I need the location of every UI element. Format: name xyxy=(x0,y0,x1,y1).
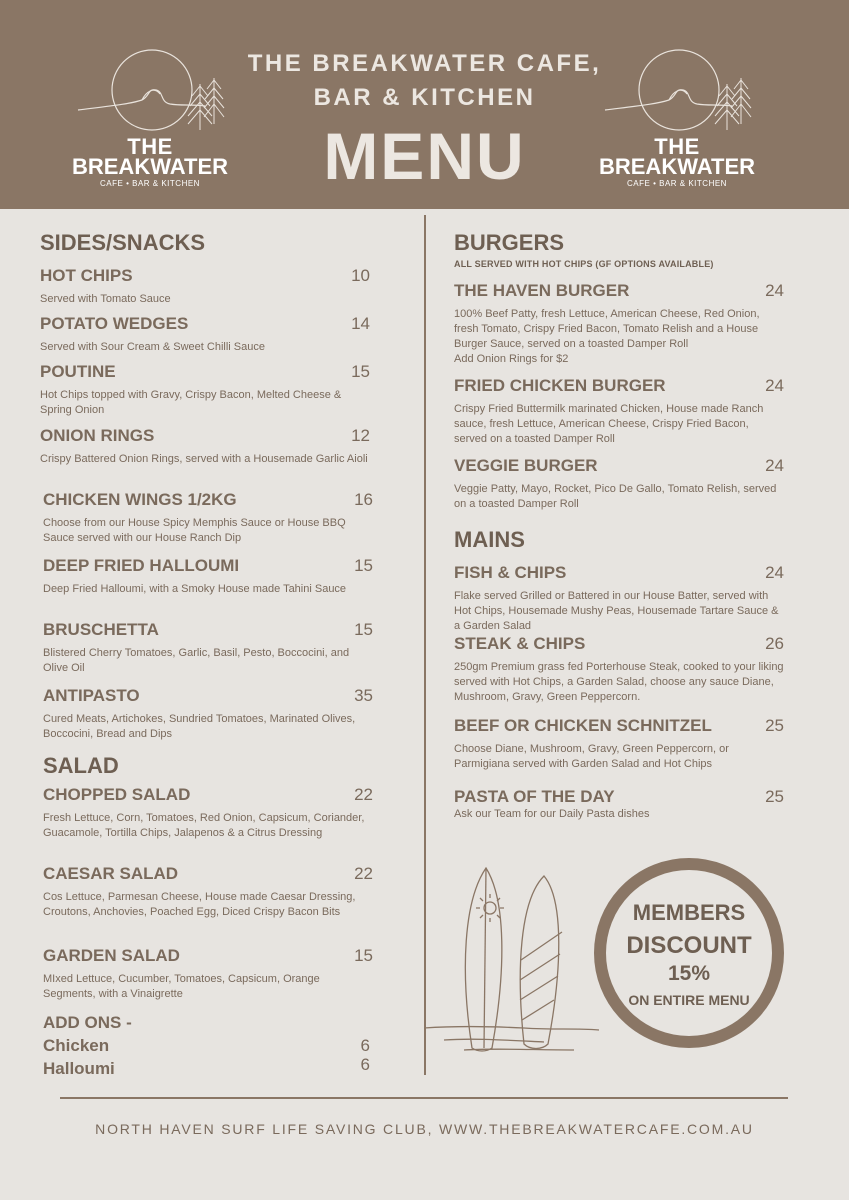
item-name: CHICKEN WINGS 1/2KG xyxy=(43,490,237,509)
item-price: 24 xyxy=(765,456,784,475)
footer-divider xyxy=(60,1097,788,1099)
item-price: 16 xyxy=(354,490,373,509)
menu-item-potato-wedges xyxy=(40,314,370,355)
menu-item-antipasto xyxy=(43,686,373,742)
logo-breakwater: BREAKWATER xyxy=(71,154,229,179)
section-title-mains: MAINS xyxy=(454,527,525,552)
header-banner xyxy=(0,0,849,209)
addon-name: Chicken xyxy=(43,1036,110,1055)
item-desc: Deep Fried Halloumi, with a Smoky House made Tahini Sauce xyxy=(43,583,347,595)
item-name: POTATO WEDGES xyxy=(40,314,189,333)
logo-the: THE xyxy=(654,134,700,159)
menu-item-chicken-wings xyxy=(43,490,373,546)
item-desc: 250gm Premium grass fed Porterhouse Steak, cooked to your liking served with Hot Chips, a Garden Salad, choose any sauce Diane, Mushroom, Gravy, Green Peppercorn. xyxy=(454,661,784,703)
item-desc: Flake served Grilled or Battered in our House Batter, served with Hot Chips, Housemade Mushy Peas, Housemade Tartare Sauce & a Garden Salad xyxy=(454,590,779,632)
item-price: 14 xyxy=(351,314,370,333)
item-desc: Crispy Battered Onion Rings, served with a Housemade Garlic Aioli xyxy=(40,453,368,465)
menu-item-schnitzel xyxy=(454,716,784,772)
cafe-name-line2: BAR & KITCHEN xyxy=(313,84,536,111)
menu-item-pasta xyxy=(454,787,784,822)
menu-item-poutine xyxy=(40,362,370,418)
item-name: FISH & CHIPS xyxy=(454,563,567,582)
item-price: 15 xyxy=(354,556,373,575)
menu-heading: MENU xyxy=(323,119,526,193)
item-desc: Cos Lettuce, Parmesan Cheese, House made Caesar Dressing, Croutons, Anchovies, Poached Egg, Diced Crispy Bacon Bits xyxy=(43,891,356,918)
item-price: 15 xyxy=(354,946,373,965)
item-desc: 100% Beef Patty, fresh Lettuce, American Cheese, Red Onion, fresh Tomato, Crispy Fried Bacon, Tomato Relish and a House Burger Sauce, served on a toasted Damper Roll xyxy=(454,308,760,350)
item-name: BRUSCHETTA xyxy=(43,620,159,639)
item-price: 15 xyxy=(354,620,373,639)
logo-right xyxy=(597,44,757,194)
section-title-burgers: BURGERS xyxy=(454,230,565,255)
item-name: DEEP FRIED HALLOUMI xyxy=(43,556,240,575)
item-name: ANTIPASTO xyxy=(43,686,140,705)
members-discount-badge xyxy=(594,858,784,1048)
badge-line2: DISCOUNT xyxy=(626,932,752,959)
menu-item-chopped-salad xyxy=(43,785,373,841)
item-price: 24 xyxy=(765,281,784,300)
menu-item-onion-rings xyxy=(40,426,370,467)
cafe-name-line1: THE BREAKWATER CAFE, xyxy=(247,50,602,77)
footer-text: NORTH HAVEN SURF LIFE SAVING CLUB, WWW.THEBREAKWATERCAFE.COM.AU xyxy=(95,1121,754,1137)
menu-item-garden-salad xyxy=(43,946,373,1002)
menu-item-fried-chicken-burger xyxy=(454,376,784,447)
badge-line4: ON ENTIRE MENU xyxy=(628,992,750,1008)
item-price: 24 xyxy=(765,563,784,582)
logo-tagline: CAFE • BAR & KITCHEN xyxy=(627,179,727,188)
menu-item-steak-chips xyxy=(454,634,784,705)
item-name: PASTA OF THE DAY xyxy=(454,787,615,806)
menu-item-haven-burger xyxy=(454,281,784,367)
logo-tagline: CAFE • BAR & KITCHEN xyxy=(100,179,200,188)
item-desc: Veggie Patty, Mayo, Rocket, Pico De Gallo, Tomato Relish, served on a toasted Damper Roll xyxy=(454,483,777,510)
item-desc: Cured Meats, Artichokes, Sundried Tomatoes, Marinated Olives, Boccocini, Bread and Dips xyxy=(43,713,356,740)
item-desc: Choose Diane, Mushroom, Gravy, Green Peppercorn, or Parmigiana served with Garden Salad and Hot Chips xyxy=(454,743,729,770)
item-name: VEGGIE BURGER xyxy=(454,456,598,475)
menu-item-bruschetta xyxy=(43,620,373,676)
item-extra: Add Onion Rings for $2 xyxy=(454,353,569,365)
item-desc: Crispy Fried Buttermilk marinated Chicken, House made Ranch sauce, fresh Lettuce, American Cheese, Crispy Fried Bacon, served on a toasted Damper Roll xyxy=(454,403,764,445)
logo-breakwater: BREAKWATER xyxy=(598,154,756,179)
item-name: FRIED CHICKEN BURGER xyxy=(454,376,666,395)
section-title-salad: SALAD xyxy=(43,753,119,778)
menu-item-fish-chips xyxy=(454,563,784,634)
item-desc: Fresh Lettuce, Corn, Tomatoes, Red Onion, Capsicum, Coriander, Guacamole, Tortilla Chips, Jalapenos & a Citrus Dressing xyxy=(43,812,365,839)
item-desc: Served with Sour Cream & Sweet Chilli Sauce xyxy=(40,341,265,353)
item-price: 15 xyxy=(351,362,370,381)
item-price: 22 xyxy=(354,785,373,804)
item-name: CAESAR SALAD xyxy=(43,864,179,883)
item-name: HOT CHIPS xyxy=(40,266,133,285)
item-desc: Choose from our House Spicy Memphis Sauce or House BBQ Sauce served with our House Ranch Dip xyxy=(43,517,346,544)
menu-item-hot-chips xyxy=(40,266,370,307)
burgers-subtitle: ALL SERVED WITH HOT CHIPS (GF OPTIONS AVAILABLE) xyxy=(454,259,714,269)
item-desc: Blistered Cherry Tomatoes, Garlic, Basil, Pesto, Boccocini, and Olive Oil xyxy=(43,647,350,674)
badge-line3: 15% xyxy=(667,962,711,985)
item-name: THE HAVEN BURGER xyxy=(454,281,630,300)
surfboards-illustration xyxy=(424,860,599,1060)
item-price: 22 xyxy=(354,864,373,883)
section-title-sides: SIDES/SNACKS xyxy=(40,230,206,255)
item-name: STEAK & CHIPS xyxy=(454,634,586,653)
item-name: BEEF OR CHICKEN SCHNITZEL xyxy=(454,716,712,735)
menu-item-deep-fried-halloumi xyxy=(43,556,373,597)
item-desc: Hot Chips topped with Gravy, Crispy Bacon, Melted Cheese & Spring Onion xyxy=(40,389,342,416)
item-name: CHOPPED SALAD xyxy=(43,785,191,804)
item-price: 24 xyxy=(765,376,784,395)
item-price: 26 xyxy=(765,634,784,653)
badge-line1: MEMBERS xyxy=(632,900,746,925)
logo-the: THE xyxy=(127,134,173,159)
addon-name: Halloumi xyxy=(43,1059,115,1078)
wave-sun-icon xyxy=(597,44,757,134)
addons-title: ADD ONS - xyxy=(43,1013,132,1032)
item-desc: MIxed Lettuce, Cucumber, Tomatoes, Capsicum, Orange Segments, with a Vinaigrette xyxy=(43,973,320,1000)
addons-block xyxy=(43,1013,370,1079)
item-price: 12 xyxy=(351,426,370,445)
item-price: 25 xyxy=(765,716,784,735)
addon-price: 6 xyxy=(360,1036,370,1055)
menu-item-caesar-salad xyxy=(43,864,373,920)
addon-price: 6 xyxy=(360,1055,370,1074)
item-desc: Ask our Team for our Daily Pasta dishes xyxy=(454,808,650,820)
item-price: 10 xyxy=(351,266,370,285)
item-desc: Served with Tomato Sauce xyxy=(40,293,171,305)
item-price: 25 xyxy=(765,787,784,806)
menu-item-veggie-burger xyxy=(454,456,784,512)
item-price: 35 xyxy=(354,686,373,705)
item-name: ONION RINGS xyxy=(40,426,155,445)
item-name: POUTINE xyxy=(40,362,116,381)
item-name: GARDEN SALAD xyxy=(43,946,180,965)
